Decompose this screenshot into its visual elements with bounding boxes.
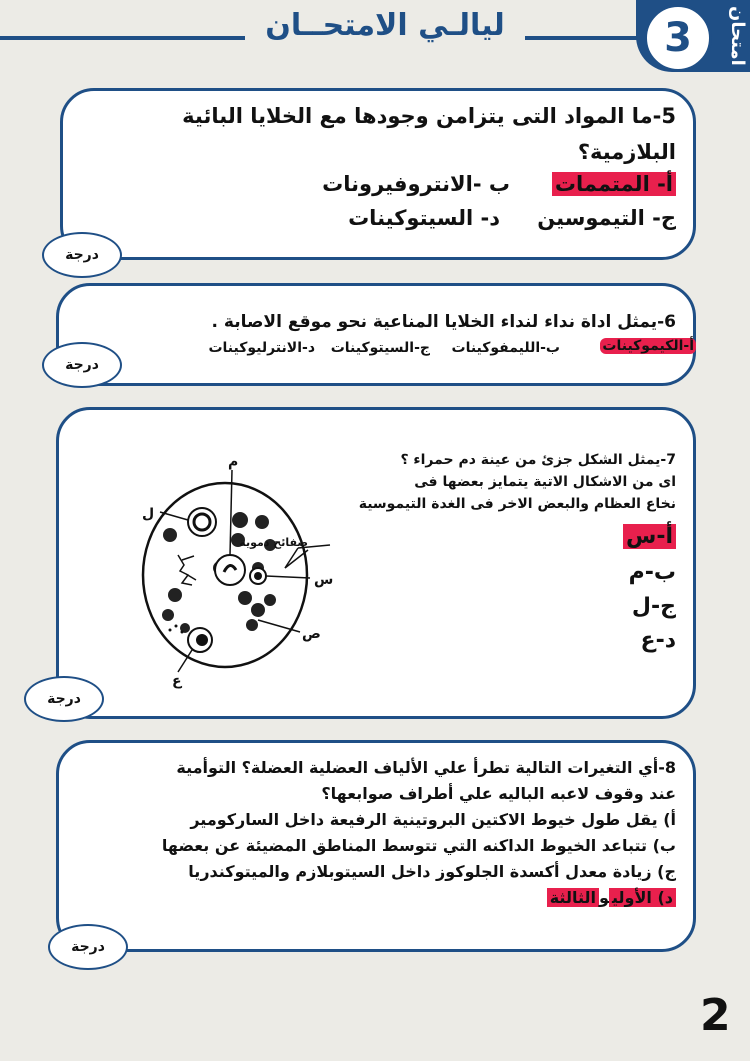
q5-option-b[interactable]: ب -الانتروفيرونات (322, 172, 510, 196)
q8-option-a[interactable]: أ) يقل طول خيوط الاكتين البروتينية الرفيعة داخل الساركومير (190, 810, 676, 829)
q6-option-c[interactable]: ج-السيتوكينات (330, 340, 430, 356)
q5-option-a-highlight: أ- المتممات (552, 172, 676, 196)
q6-option-b[interactable]: ب-الليمفوكينات (451, 340, 560, 356)
q6-option-a[interactable] (580, 338, 696, 354)
q8-option-b[interactable]: ب) تتباعد الخيوط الداكنه التي تتوسط المناطق المضيئة عن بعضها (161, 836, 676, 855)
q8-stem-line1: 8-أي التغيرات التالية تطرأ علي الألياف العضلية العضلة؟ التوأمية (176, 758, 676, 777)
q5-stem-line1: 5-ما المواد التى يتزامن وجودها مع الخلايا البائية (182, 104, 676, 128)
diagram-label-m: م (228, 454, 239, 470)
q7-option-d[interactable]: د-ع (640, 628, 676, 653)
diagram-label-s: س (314, 572, 334, 588)
q7-option-b[interactable]: ب-م (628, 560, 676, 585)
diagram-label-ain: ع (172, 673, 182, 689)
q8-option-d[interactable] (420, 888, 676, 907)
exam-number: 3 (644, 4, 712, 72)
q8-option-c[interactable]: ج) زيادة معدل أكسدة الجلوكوز داخل السيتوبلازم والميتوكندريا (188, 862, 676, 881)
question-6-box (56, 283, 696, 386)
q5-option-d[interactable]: د- السيتوكينات (348, 206, 500, 230)
page-number: 2 (700, 990, 731, 1041)
q6-stem: 6-يمثل اداة نداء لنداء الخلايا المناعية نحو موقع الاصابة . (211, 312, 676, 332)
q6-option-a-highlight: أ-الكيموكينات (602, 338, 694, 354)
blood-sample-diagram (130, 450, 390, 690)
q5-option-c[interactable]: ج- التيموسين (537, 206, 676, 230)
q7-grade-field[interactable]: درجة (24, 676, 104, 722)
cell-s (250, 568, 266, 584)
q7-stem-line3: نخاع العظام والبعض الاخر فى الغدة التيموسية (358, 496, 676, 512)
q6-option-d[interactable]: د-الانترليوكينات (208, 340, 315, 356)
cell-m (215, 555, 245, 585)
diagram-label-l: ل (142, 506, 155, 522)
q7-option-a[interactable] (560, 524, 676, 549)
q8-grade-field[interactable]: درجة (48, 924, 128, 970)
q7-option-c[interactable]: ج-ل (631, 594, 676, 619)
q7-option-a-highlight: أ-س (623, 524, 676, 549)
q5-grade-field[interactable]: درجة (42, 232, 122, 278)
q5-option-a[interactable] (520, 172, 676, 196)
q6-grade-field[interactable]: درجة (42, 342, 122, 388)
diagram-label-sad: ص (302, 626, 321, 642)
cell-ain (188, 628, 212, 652)
q5-stem-line2: البلازمية؟ (577, 140, 676, 164)
page-title: ليالـي الامتحــان (265, 8, 505, 43)
exam-label: امتحان (727, 6, 748, 66)
q8-option-d-conjunction: و (598, 888, 610, 907)
q8-option-d-highlight-1: د) الأولي (609, 888, 676, 907)
q7-stem-line1: 7-يمثل الشكل جزئ من عينة دم حمراء ؟ (400, 452, 676, 468)
q8-stem-line2: عند وقوف لاعبه الباليه علي أطراف صوابعها؟ (321, 784, 676, 803)
diagram-label-platelets: صفائح دموية (239, 536, 308, 549)
header-rule-right (525, 36, 640, 40)
q7-stem-line2: اى من الاشكال الاتية يتمايز بعضها فى (414, 474, 676, 490)
cell-l (188, 508, 216, 536)
header-rule-left (0, 36, 245, 40)
q8-option-d-highlight-2: الثالثة (547, 888, 599, 907)
